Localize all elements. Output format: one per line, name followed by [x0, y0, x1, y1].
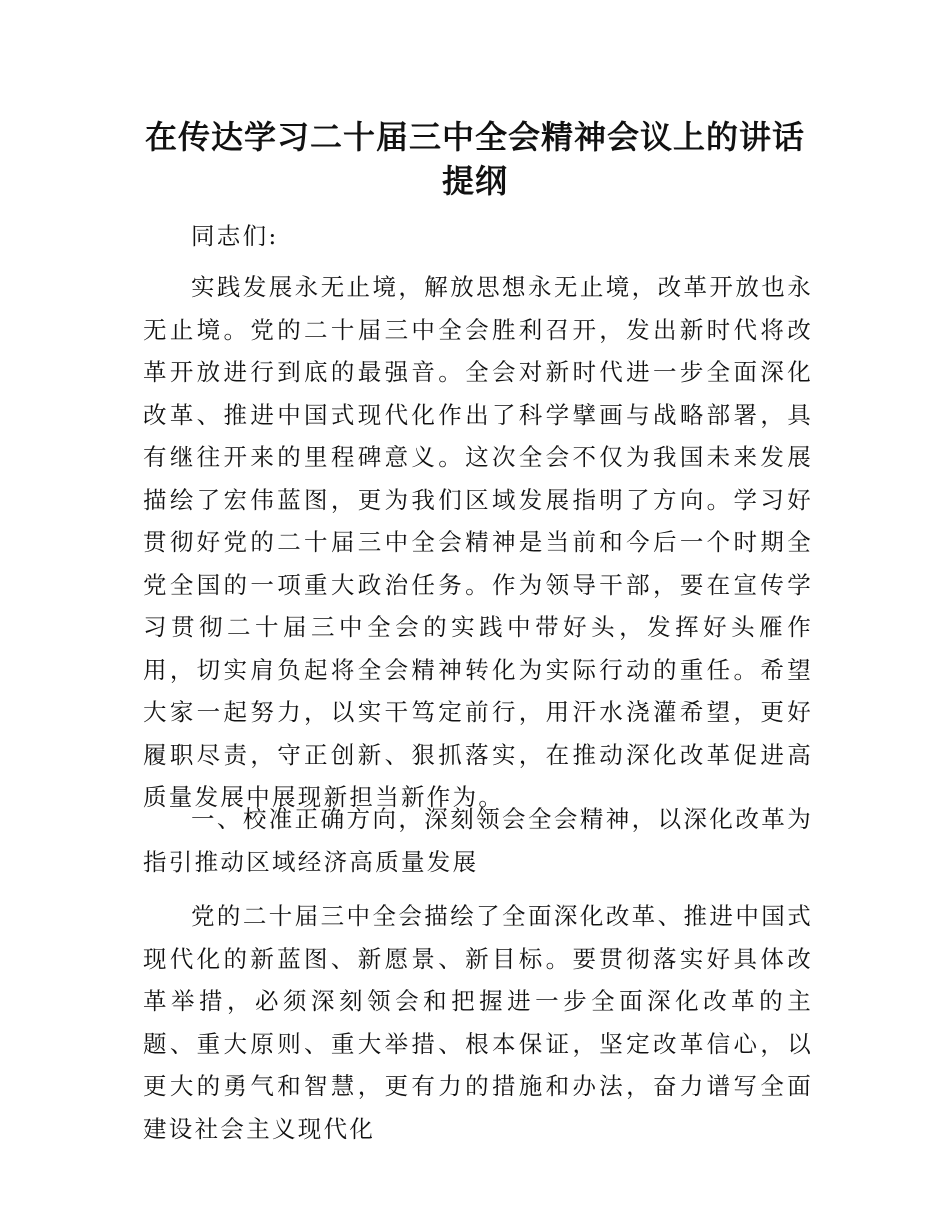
document-title-continued: 提纲 [441, 162, 508, 200]
salutation: 同志们: [191, 222, 279, 250]
section-heading-1: 一、校准正确方向，深刻领会全会精神，以深化改革为指引推动区域经济高质量发展 [143, 805, 813, 876]
document-title: 在传达学习二十届三中全会精神会议上的讲话 [144, 118, 805, 156]
paragraph-intro: 实践发展永无止境，解放思想永无止境，改革开放也永无止境。党的二十届三中全会胜利召开，发出新时代将改革开放进行到底的最强音。全会对新时代进一步全面深化改革、推进中国式现代化作出了科学擘画与战略部署，具有继往开来的里程碑意义。这次全会不仅为我国未来发展描绘了宏伟蓝图，更为我们区域发展指明了方向。学习好贯彻好党的二十届三中全会精神是当前和今后一个时期全党全国的一项重大政治任务。作为领导干部，要在宣传学习贯彻二十届三中全会的实践中带好头，发挥好头雁作用，切实肩负起将全会精神转化为实际行动的重任。希望大家一起努力，以实干笃定前行，用汗水浇灌希望，更好履职尽责，守正创新、狠抓落实，在推动深化改革促进高质量发展中展现新担当新作为。 [143, 273, 813, 811]
paragraph-section-1: 党的二十届三中全会描绘了全面深化改革、推进中国式现代化的新蓝图、新愿景、新目标。要贯彻落实好具体改革举措，必须深刻领会和把握进一步全面深化改革的主题、重大原则、重大举措、根本保证，坚定改革信心，以更大的勇气和智慧，更有力的措施和办法，奋力谱写全面建设社会主义现代化 [143, 902, 813, 1143]
